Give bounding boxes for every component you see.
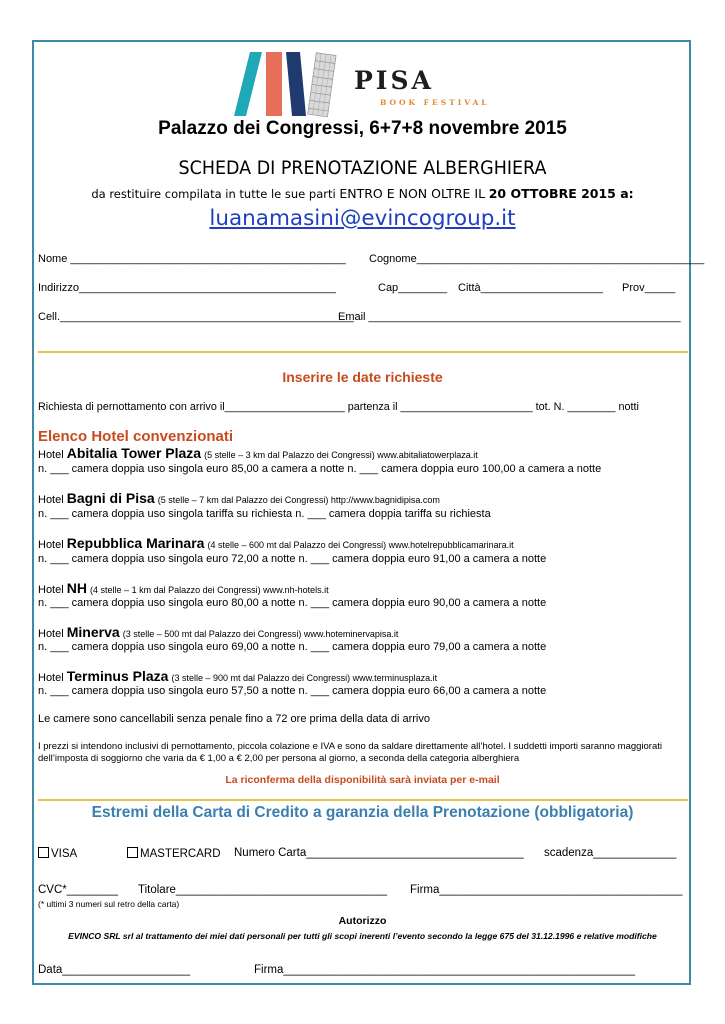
authorization-text: EVINCO SRL srl al trattamento dei miei dati personali per tutti gli scopi inerenti l’evento secondo la legge 675 del 31.12.1996 e relative modifiche [68, 931, 657, 941]
hotel-name: Repubblica Marinara [66, 535, 205, 551]
hotel-abitalia-rates[interactable]: n. ___ camera doppia uso singola euro 85,00 a camera a notte n. ___ camera doppia euro 100,00 a camera a notte [38, 463, 602, 475]
visa-label: VISA [51, 848, 78, 860]
hotel-minerva-rates[interactable]: n. ___ camera doppia uso singola euro 69,00 a notte n. ___ camera doppia euro 79,00 a camera a notte [38, 641, 547, 653]
final-signature-field[interactable]: Firma_______________________________________________________ [254, 964, 636, 976]
visa-checkbox[interactable] [38, 847, 49, 858]
field-cap[interactable]: Cap________ [378, 282, 448, 294]
submission-instruction [0, 186, 725, 201]
confirmation-note: La riconferma della disponibilità sarà inviata per e-mail [225, 774, 500, 786]
hotel-prefix: Hotel [38, 539, 64, 551]
hotel-description: (5 stelle – 7 km dal Palazzo dei Congressi) http://www.bagnidipisa.com [157, 495, 440, 505]
hotel-description: (3 stelle – 900 mt dal Palazzo dei Congressi) www.terminusplaza.it [171, 673, 438, 683]
card-number-field[interactable]: Numero Carta__________________________________ [234, 847, 524, 859]
price-note-line2: dell’imposta di soggiorno che varia da € 1,00 a € 2,00 per persona al giorno, a seconda della categoria alberghiera [38, 753, 520, 764]
dates-section-title: Inserire le date richieste [282, 369, 443, 385]
price-note-line1: I prezzi si intendono inclusivi di pernottamento, piccola colazione e IVA e sono da saldare direttamente all’hotel. I suddetti importi saranno maggiorati [38, 741, 663, 752]
hotel-description: (4 stelle – 600 mt dal Palazzo dei Congressi) www.hotelrepubblicamarinara.it [207, 540, 514, 550]
hotel-nh-rates[interactable]: n. ___ camera doppia uso singola euro 80,00 a notte n. ___ camera doppia euro 90,00 a camera a notte [38, 597, 547, 609]
logo-subtitle: BOOK FESTIVAL [380, 98, 490, 107]
venue-dates: Palazzo dei Congressi, 6+7+8 novembre 2015 [158, 118, 567, 139]
logo-teal-bar [234, 52, 262, 116]
field-cell[interactable]: Cell.________________________________________________ [38, 311, 354, 323]
hotel-name: Minerva [66, 624, 120, 640]
section-divider [38, 799, 688, 801]
section-divider [38, 351, 688, 353]
hotels-section-title: Elenco Hotel convenzionati [38, 428, 234, 445]
hotel-bagni-rates[interactable]: n. ___ camera doppia uso singola tariffa su richiesta n. ___ camera doppia tariffa su richiesta [38, 508, 491, 520]
hotel-abitalia-header [38, 445, 478, 461]
hotel-name: Terminus Plaza [66, 668, 169, 684]
card-holder-field[interactable]: Titolare_________________________________ [138, 884, 387, 896]
hotel-description: (4 stelle – 1 km dal Palazzo dei Congressi) www.nh-hotels.it [90, 585, 329, 595]
hotel-minerva-header [38, 624, 398, 640]
field-prov[interactable]: Prov_____ [622, 282, 676, 294]
date-field[interactable]: Data____________________ [38, 964, 191, 976]
hotel-name: Abitalia Tower Plaza [66, 445, 202, 461]
cancellation-note: Le camere sono cancellabili senza penale fino a 72 ore prima della data di arrivo [38, 713, 430, 725]
hotel-prefix: Hotel [38, 628, 64, 640]
logo-navy-bar [286, 52, 306, 116]
mastercard-checkbox[interactable] [127, 847, 138, 858]
leaning-tower-icon [308, 53, 336, 117]
card-signature-field[interactable]: Firma______________________________________ [410, 884, 683, 896]
cvc-field[interactable]: CVC*________ [38, 884, 118, 896]
field-nome[interactable]: Nome _____________________________________________ [38, 253, 346, 265]
form-title: SCHEDA DI PRENOTAZIONE ALBERGHIERA [178, 157, 547, 179]
hotel-prefix: Hotel [38, 584, 64, 596]
contact-email-link[interactable]: luanamasini@evincogroup.it [209, 206, 516, 231]
hotel-repubblica-header [38, 535, 514, 551]
hotel-prefix: Hotel [38, 672, 64, 684]
hotel-bagni-header [38, 490, 440, 506]
field-cognome[interactable]: Cognome_______________________________________________ [369, 253, 705, 265]
hotel-description: (5 stelle – 3 km dal Palazzo dei Congressi) www.abitaliatowerplaza.it [204, 450, 478, 460]
hotel-prefix: Hotel [38, 449, 64, 461]
field-email[interactable]: Email ___________________________________________________ [338, 311, 681, 323]
credit-card-section-title: Estremi della Carta di Credito a garanzia della Prenotazione (obbligatoria) [91, 804, 634, 821]
mastercard-option[interactable] [127, 847, 221, 860]
authorization-title: Autorizzo [338, 915, 387, 927]
mastercard-label: MASTERCARD [140, 848, 221, 860]
instruction-deadline: ENTRO E NON OLTRE IL [339, 186, 486, 201]
hotel-nh-header [38, 580, 329, 596]
hotel-name: Bagni di Pisa [66, 490, 155, 506]
logo-coral-bar [266, 52, 282, 116]
card-expiry-field[interactable]: scadenza_____________ [544, 847, 677, 859]
logo-title: PISA [354, 66, 434, 95]
hotel-name: NH [66, 580, 87, 596]
hotel-prefix: Hotel [38, 494, 64, 506]
visa-option[interactable] [38, 847, 77, 860]
field-citta[interactable]: Città____________________ [458, 282, 603, 294]
field-indirizzo[interactable]: Indirizzo__________________________________________ [38, 282, 336, 294]
pisa-book-festival-logo [228, 50, 358, 118]
hotel-repubblica-rates[interactable]: n. ___ camera doppia uso singola euro 72,00 a notte n. ___ camera doppia euro 91,00 a camera a notte [38, 553, 547, 565]
instruction-date: 20 OTTOBRE 2015 a: [488, 186, 634, 201]
hotel-terminus-header [38, 668, 437, 684]
stay-dates-field[interactable]: Richiesta di pernottamento con arrivo il____________________ partenza il ______________________ tot. N. ________ notti [38, 401, 639, 413]
contact-email[interactable] [0, 206, 725, 231]
hotel-terminus-rates[interactable]: n. ___ camera doppia uso singola euro 57,50 a notte n. ___ camera doppia euro 66,00 a camera a notte [38, 685, 547, 697]
hotel-description: (3 stelle – 500 mt dal Palazzo dei Congressi) www.hoteminervapisa.it [122, 629, 399, 639]
instruction-pre: da restituire compilata in tutte le sue parti [91, 187, 336, 201]
cvc-note: (* ultimi 3 numeri sul retro della carta) [38, 899, 180, 909]
